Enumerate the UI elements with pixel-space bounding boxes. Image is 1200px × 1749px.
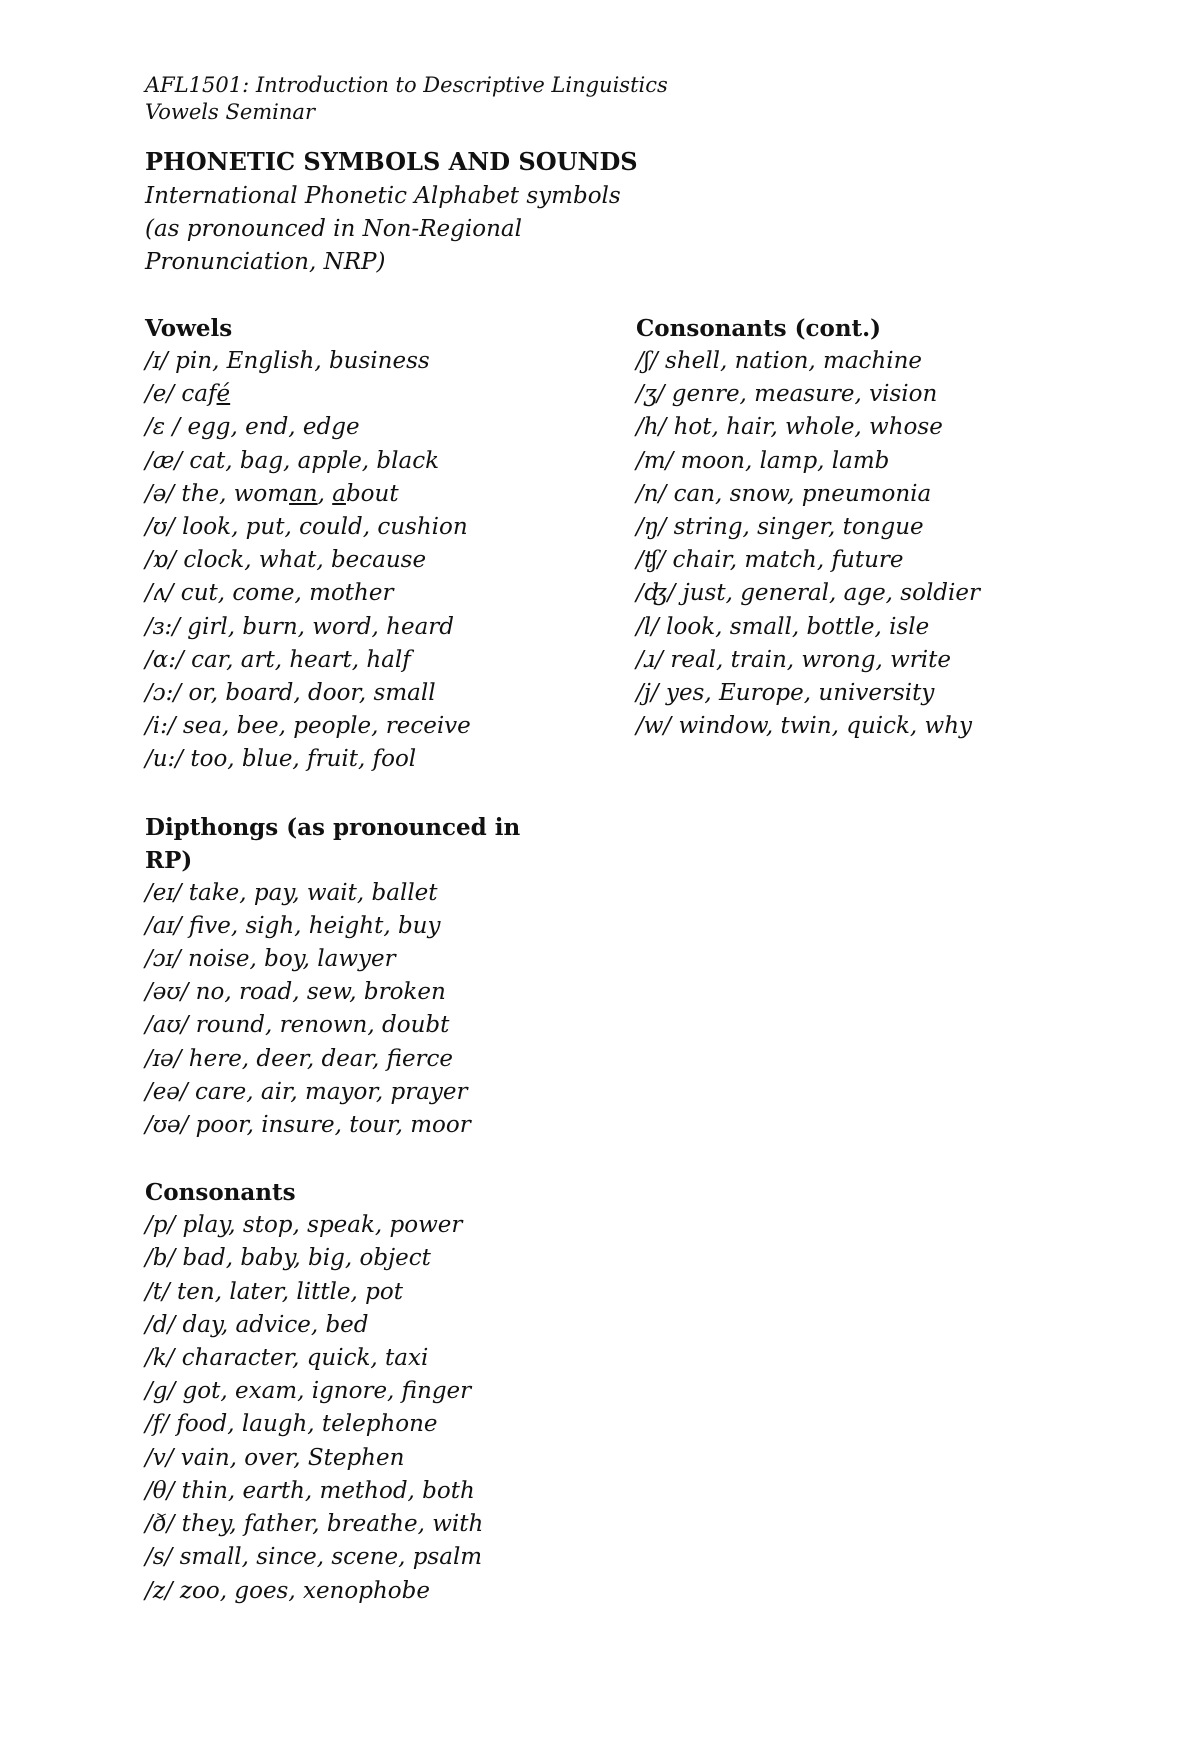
ipa-symbol: /ə/: [145, 480, 175, 507]
list-item: [145, 1375, 615, 1408]
list-item: [145, 1009, 615, 1042]
list-item: [145, 710, 615, 743]
consonants-cont-section: [636, 312, 1156, 743]
ipa-symbol: /ɔ:/: [145, 680, 182, 707]
example-words: small, since, scene, psalm: [172, 1544, 483, 1571]
list-item: [145, 1541, 615, 1574]
ipa-symbol: /ʃ/: [636, 348, 658, 374]
ipa-symbol: /ʊ/: [145, 514, 175, 541]
example-words: poor, insure, tour, moor: [188, 1112, 471, 1139]
ipa-symbol: /ɔɪ/: [145, 946, 181, 973]
list-item: [145, 1442, 615, 1475]
example-words: day, advice, bed: [175, 1311, 369, 1338]
example-words: got, exam, ignore, finger: [175, 1378, 472, 1405]
example-words: take, pay, wait, ballet: [181, 879, 438, 906]
example-words: ,: [317, 480, 333, 507]
list-item: [636, 577, 1156, 610]
course-title: AFL1501: Introduction to Descriptive Linguistics: [145, 73, 668, 97]
ipa-symbol: /ɪ/: [145, 348, 168, 374]
ipa-symbol: /æ/: [145, 447, 183, 474]
ipa-symbol: /ɑ:/: [145, 646, 184, 673]
ipa-symbol: /əʊ/: [145, 979, 189, 1006]
example-words: look, small, bottle, isle: [658, 613, 930, 640]
example-words: shell, nation, machine: [657, 348, 923, 374]
example-words: girl, burn, word, heard: [179, 613, 455, 640]
underlined-letters: a: [332, 480, 346, 507]
ipa-symbol: /aʊ/: [145, 1012, 189, 1039]
list-item: [145, 577, 615, 610]
underlined-letters: é: [216, 381, 231, 408]
list-item: [145, 411, 615, 444]
ipa-symbol: /n/: [636, 480, 667, 507]
example-words: bad, baby, big, object: [175, 1245, 431, 1272]
list-item: [145, 910, 615, 943]
example-words: food, laugh, telephone: [169, 1411, 438, 1438]
right-column: [636, 312, 1156, 777]
list-item: [145, 1242, 615, 1275]
list-item: [145, 1043, 615, 1076]
list-item: [145, 1309, 615, 1342]
ipa-symbol: /m/: [636, 447, 674, 474]
ipa-symbol: /ʊə/: [145, 1112, 189, 1139]
example-words: yes, Europe, university: [658, 680, 935, 707]
example-words: egg, end, edge: [180, 414, 360, 441]
list-item: [145, 1575, 615, 1608]
list-item: [636, 511, 1156, 544]
subtitle-line: Pronunciation, NRP): [145, 249, 386, 275]
ipa-symbol: /d/: [145, 1311, 176, 1338]
ipa-symbol: /eɪ/: [145, 879, 182, 906]
section-heading: RP): [145, 846, 193, 874]
ipa-symbol: /ʒ/: [636, 381, 665, 408]
page-subtitle: [145, 180, 665, 279]
left-column: [145, 312, 615, 1642]
ipa-symbol: /ɹ/: [636, 646, 664, 673]
ipa-symbol: /h/: [636, 414, 667, 441]
example-words: hot, hair, whole, whose: [666, 414, 943, 441]
list-item: [636, 644, 1156, 677]
list-item: [145, 445, 615, 478]
example-words: just, general, age, soldier: [675, 580, 980, 607]
ipa-symbol: /ŋ/: [636, 514, 667, 541]
list-item: [145, 544, 615, 577]
list-item: [636, 544, 1156, 577]
list-item: [145, 378, 615, 411]
ipa-symbol: /p/: [145, 1212, 176, 1239]
section-heading: Consonants (cont.): [636, 315, 882, 342]
example-words: clock, what, because: [176, 547, 427, 574]
list-item: [145, 478, 615, 511]
list-item: [145, 976, 615, 1009]
example-words: cut, come, mother: [173, 580, 394, 607]
ipa-symbol: /eə/: [145, 1078, 188, 1105]
list-item: [145, 611, 615, 644]
example-words: round, renown, doubt: [188, 1012, 450, 1039]
list-item: [145, 644, 615, 677]
ipa-symbol: /v/: [145, 1444, 174, 1471]
example-words: can, snow, pneumonia: [666, 480, 932, 507]
ipa-symbol: /s/: [145, 1544, 173, 1571]
list-item: [636, 677, 1156, 710]
example-words: here, deer, dear, fierce: [181, 1045, 454, 1072]
example-words: thin, earth, method, both: [174, 1477, 475, 1504]
example-words: they, father, breathe, with: [174, 1511, 484, 1538]
example-words: chair, match, future: [665, 547, 904, 574]
list-item: [145, 1342, 615, 1375]
list-item: [636, 710, 1156, 743]
ipa-symbol: /f/: [145, 1411, 170, 1438]
example-words: real, train, wrong, write: [663, 646, 951, 673]
list-item: [636, 445, 1156, 478]
list-item: [636, 378, 1156, 411]
example-words: genre, measure, vision: [664, 381, 938, 408]
list-item: [636, 411, 1156, 444]
ipa-symbol: /ʤ/: [636, 580, 676, 607]
list-item: [145, 943, 615, 976]
example-words: window, twin, quick, why: [671, 713, 973, 740]
underlined-letters: an: [289, 480, 318, 507]
example-words: care, air, mayor, prayer: [187, 1078, 468, 1105]
example-words: noise, boy, lawyer: [180, 946, 396, 973]
example-words: car, art, heart, half: [183, 646, 411, 673]
list-item: [145, 677, 615, 710]
ipa-symbol: /ʧ/: [636, 547, 666, 574]
list-item: [145, 1475, 615, 1508]
section-heading: Dipthongs (as pronounced in: [145, 813, 521, 841]
page-title: PHONETIC SYMBOLS AND SOUNDS: [145, 147, 638, 176]
ipa-symbol: /w/: [636, 713, 672, 740]
list-item: [145, 877, 615, 910]
example-words: five, sigh, height, buy: [181, 912, 441, 939]
example-words: look, put, could, cushion: [174, 514, 468, 541]
example-words: zoo, goes, xenophobe: [172, 1577, 430, 1604]
ipa-symbol: /l/: [636, 613, 659, 640]
list-item: [145, 511, 615, 544]
ipa-symbol: /u:/: [145, 746, 184, 773]
ipa-symbol: /i:/: [145, 713, 176, 740]
list-item: [636, 345, 1156, 378]
ipa-symbol: /j/: [636, 680, 659, 707]
list-item: [145, 1109, 615, 1142]
example-words: sea, bee, people, receive: [175, 713, 471, 740]
example-words: string, singer, tongue: [666, 514, 924, 541]
example-words: moon, lamp, lamb: [673, 447, 890, 474]
consonants-section: [145, 1176, 615, 1607]
seminar-title: Vowels Seminar: [145, 100, 315, 124]
ipa-symbol: /g/: [145, 1378, 176, 1405]
example-words: the, wom: [174, 480, 290, 507]
subtitle-line: (as pronounced in Non-Regional: [145, 216, 522, 242]
ipa-symbol: /t/: [145, 1278, 170, 1305]
ipa-symbol: /e/: [145, 381, 175, 408]
example-words: too, blue, fruit, fool: [183, 746, 417, 773]
example-words: pin, English, business: [167, 348, 430, 374]
example-words: ten, later, little, pot: [169, 1278, 403, 1305]
ipa-symbol: /k/: [145, 1345, 175, 1372]
ipa-symbol: /θ/: [145, 1477, 175, 1504]
subtitle-line: International Phonetic Alphabet symbols: [145, 183, 621, 209]
ipa-symbol: /ʌ/: [145, 580, 174, 607]
list-item: [145, 345, 615, 378]
ipa-symbol: /aɪ/: [145, 912, 182, 939]
section-heading: Vowels: [145, 315, 233, 342]
list-item: [145, 1076, 615, 1109]
list-item: [636, 478, 1156, 511]
diphthongs-section: [145, 811, 615, 1143]
example-words: bout: [345, 480, 399, 507]
example-words: no, road, sew, broken: [188, 979, 446, 1006]
example-words: caf: [174, 381, 217, 408]
example-words: cat, bag, apple, black: [182, 447, 440, 474]
ipa-symbol: /ð/: [145, 1511, 175, 1538]
list-item: [145, 1276, 615, 1309]
list-item: [636, 611, 1156, 644]
ipa-symbol: /z/: [145, 1577, 173, 1604]
list-item: [145, 1508, 615, 1541]
example-words: play, stop, speak, power: [175, 1212, 463, 1239]
example-words: vain, over, Stephen: [173, 1444, 405, 1471]
list-item: [145, 1209, 615, 1242]
example-words: or, board, door, small: [181, 680, 436, 707]
section-heading: Consonants: [145, 1179, 296, 1207]
ipa-symbol: /ɛ /: [145, 414, 181, 441]
list-item: [145, 743, 615, 776]
vowels-section: [145, 312, 615, 777]
ipa-symbol: /ɒ/: [145, 547, 177, 574]
ipa-symbol: /ɜ:/: [145, 613, 180, 640]
example-words: character, quick, taxi: [174, 1345, 429, 1372]
ipa-symbol: /ɪə/: [145, 1045, 182, 1072]
list-item: [145, 1408, 615, 1441]
ipa-symbol: /b/: [145, 1245, 176, 1272]
document-header: [145, 72, 1045, 126]
